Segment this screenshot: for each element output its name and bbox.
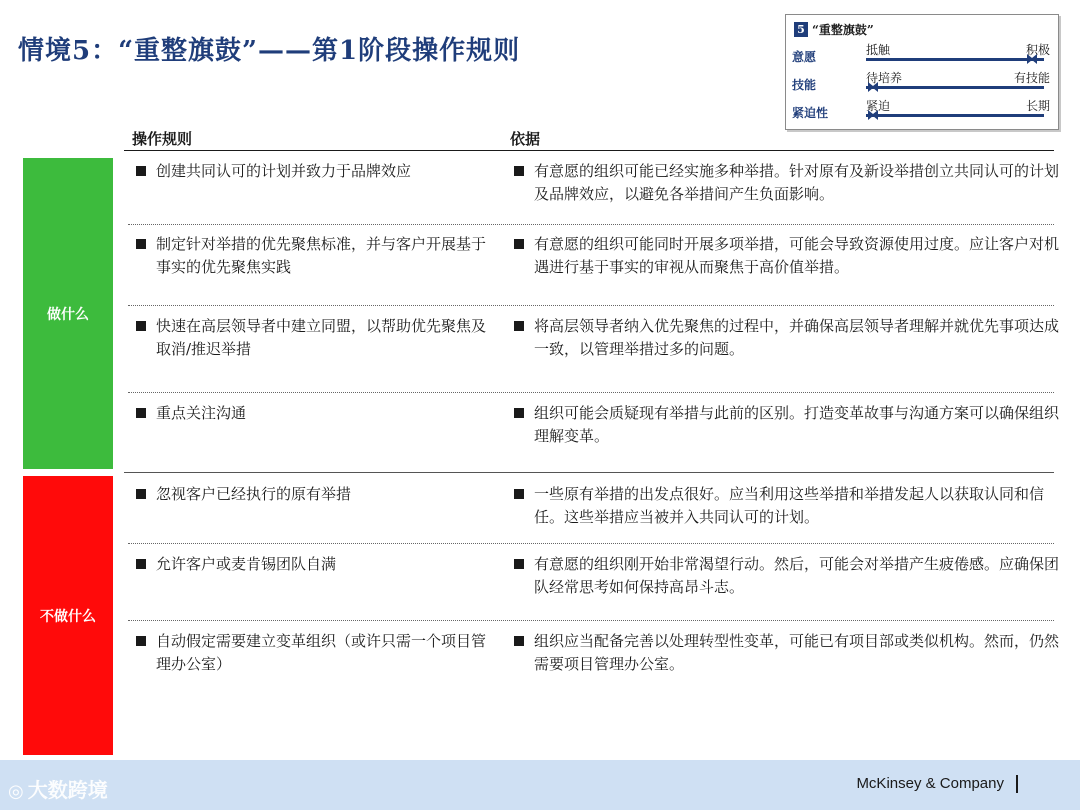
square-bullet-icon <box>514 321 524 331</box>
row-divider <box>128 224 1054 225</box>
scenario-indicator-title: “重整旗鼓” <box>812 23 874 37</box>
do-basis-3 <box>514 315 1059 361</box>
watermark <box>8 774 108 803</box>
do-basis-1 <box>514 160 1059 206</box>
do-rule-2 <box>136 233 491 279</box>
square-bullet-icon <box>136 489 146 499</box>
do-rule-text: 创建共同认可的计划并致力于品牌效应 <box>156 162 412 180</box>
square-bullet-icon <box>514 408 524 418</box>
dont-basis-text: 有意愿的组织刚开始非常渴望行动。然后，可能会对举措产生疲倦感。应确保团队经常思考如何保持高昂斗志。 <box>534 555 1060 596</box>
indicator-low-label: 待培养 <box>866 71 903 85</box>
indicator-label: 技能 <box>792 78 817 92</box>
header-divider <box>124 150 1054 151</box>
dont-basis-text: 一些原有举措的出发点很好。应当利用这些举措和举措发起人以获取认同和信任。这些举措应当被并入共同认可的计划。 <box>534 485 1045 526</box>
watermark-text: 大数跨境 <box>27 778 108 802</box>
square-bullet-icon <box>136 166 146 176</box>
do-rule-text: 重点关注沟通 <box>156 404 247 422</box>
dont-basis-1 <box>514 483 1059 529</box>
column-header-basis: 依据 <box>510 130 541 148</box>
indicator-scale-line <box>866 58 1044 61</box>
indicator-low-label: 抵触 <box>866 43 891 57</box>
row-divider <box>128 543 1054 544</box>
do-rule-text: 制定针对举措的优先聚焦标准，并与客户开展基于事实的优先聚焦实践 <box>156 235 487 276</box>
section-label-dont-text: 不做什么 <box>40 608 96 625</box>
indicator-row-willingness <box>786 41 1058 69</box>
watermark-logo-icon: ◎ <box>8 781 24 802</box>
indicator-row-skill <box>786 69 1058 97</box>
square-bullet-icon <box>514 636 524 646</box>
square-bullet-icon <box>136 559 146 569</box>
dont-basis-3 <box>514 630 1059 676</box>
square-bullet-icon <box>514 166 524 176</box>
indicator-low-label: 紧迫 <box>866 99 891 113</box>
indicator-high-label: 长期 <box>1025 99 1050 113</box>
section-divider <box>124 472 1054 473</box>
indicator-label: 紧迫性 <box>792 106 829 120</box>
page-title: 情境5：“重整旗鼓”——第1阶段操作规则 <box>18 36 521 66</box>
do-basis-text: 有意愿的组织可能同时开展多项举措，可能会导致资源使用过度。应让客户对机遇进行基于事实的审视从而聚焦于高价值举措。 <box>534 235 1060 276</box>
indicator-high-label: 积极 <box>1025 43 1050 57</box>
do-basis-2 <box>514 233 1059 279</box>
do-rule-4 <box>136 402 491 425</box>
footer-divider <box>1016 775 1018 793</box>
section-label-dont <box>23 476 113 755</box>
indicator-label: 意愿 <box>792 50 817 64</box>
do-rule-text: 快速在高层领导者中建立同盟，以帮助优先聚焦及取消/推迟举措 <box>156 317 487 358</box>
row-divider <box>128 392 1054 393</box>
dont-basis-text: 组织应当配备完善以处理转型性变革，可能已有项目部或类似机构。然而，仍然需要项目管理办公室。 <box>534 632 1060 673</box>
indicator-marker-icon <box>867 81 879 93</box>
dont-rule-2 <box>136 553 491 576</box>
square-bullet-icon <box>514 239 524 249</box>
indicator-scale-line <box>866 114 1044 117</box>
square-bullet-icon <box>136 321 146 331</box>
dont-rule-1 <box>136 483 491 506</box>
square-bullet-icon <box>136 636 146 646</box>
section-label-do-text: 做什么 <box>47 306 89 323</box>
scenario-indicator-panel <box>785 14 1059 130</box>
indicator-high-label: 有技能 <box>1013 71 1050 85</box>
do-basis-4 <box>514 402 1059 448</box>
dont-rule-3 <box>136 630 491 676</box>
scenario-number-badge: 5 <box>794 22 808 37</box>
do-rule-1 <box>136 160 491 183</box>
section-label-do <box>23 158 113 469</box>
indicator-marker-icon <box>867 109 879 121</box>
dont-rule-text: 自动假定需要建立变革组织（或许只需一个项目管理办公室） <box>156 632 487 673</box>
dont-basis-2 <box>514 553 1059 599</box>
row-divider <box>128 305 1054 306</box>
indicator-marker-icon <box>1026 53 1038 65</box>
footer-bar <box>0 760 1080 810</box>
do-rule-3 <box>136 315 491 361</box>
do-basis-text: 组织可能会质疑现有举措与此前的区别。打造变革故事与沟通方案可以确保组织理解变革。 <box>534 404 1060 445</box>
square-bullet-icon <box>514 489 524 499</box>
dont-rule-text: 忽视客户已经执行的原有举措 <box>156 485 352 503</box>
square-bullet-icon <box>136 239 146 249</box>
square-bullet-icon <box>136 408 146 418</box>
column-header-rule: 操作规则 <box>132 130 193 148</box>
indicator-scale-line <box>866 86 1044 89</box>
dont-rule-text: 允许客户或麦肯锡团队自满 <box>156 555 337 573</box>
do-basis-text: 将高层领导者纳入优先聚焦的过程中，并确保高层领导者理解并就优先事项达成一致，以管理举措过多的问题。 <box>534 317 1060 358</box>
row-divider <box>128 620 1054 621</box>
indicator-row-urgency <box>786 97 1058 125</box>
do-basis-text: 有意愿的组织可能已经实施多种举措。针对原有及新设举措创立共同认可的计划及品牌效应，以避免各举措间产生负面影响。 <box>534 162 1060 203</box>
company-name: McKinsey & Company <box>856 775 1004 792</box>
square-bullet-icon <box>514 559 524 569</box>
